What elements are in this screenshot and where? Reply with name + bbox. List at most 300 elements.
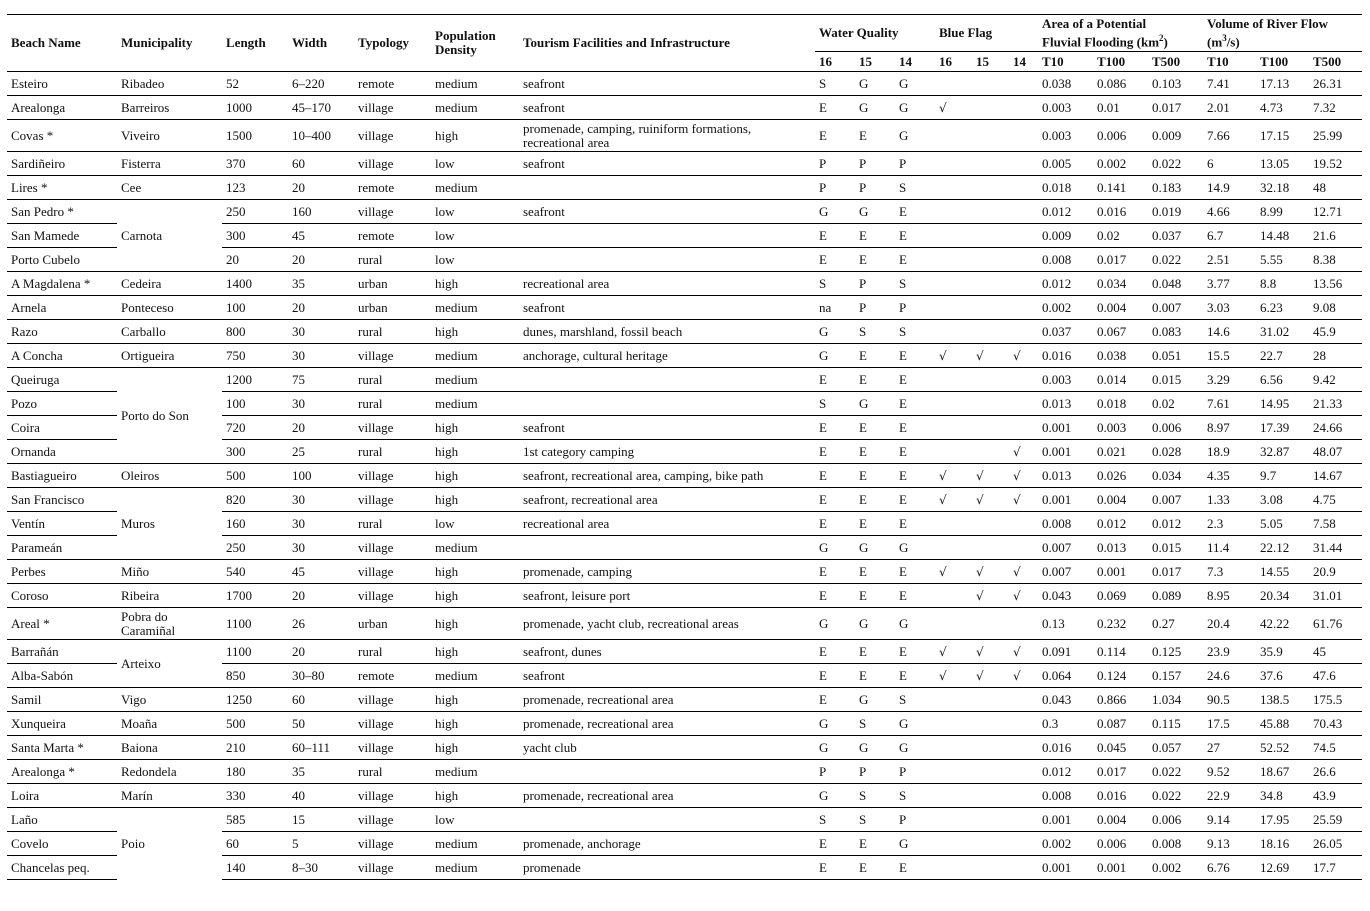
river-flow-cell: 8.38: [1309, 248, 1362, 272]
header-water-quality: Water Quality: [815, 15, 935, 52]
population-density-cell: high: [431, 120, 519, 152]
water-quality-cell: G: [815, 320, 855, 344]
width-cell: 20: [288, 176, 354, 200]
river-flow-cell: 26.31: [1309, 72, 1362, 96]
river-flow-cell: 8.99: [1256, 200, 1309, 224]
table-row: [7, 200, 1362, 224]
water-quality-cell: E: [815, 688, 855, 712]
blue-flag-cell: [1009, 832, 1038, 856]
water-quality-cell: G: [895, 96, 935, 120]
length-cell: 300: [222, 224, 288, 248]
river-flow-cell: 9.42: [1309, 368, 1362, 392]
typology-cell: remote: [354, 176, 431, 200]
water-quality-cell: E: [895, 664, 935, 688]
blue-flag-cell: √: [972, 560, 1009, 584]
water-quality-cell: E: [895, 488, 935, 512]
municipality-cell: Miño: [117, 560, 222, 584]
water-quality-cell: E: [895, 560, 935, 584]
flood-area-cell: 0.018: [1093, 392, 1148, 416]
river-flow-cell: 8.95: [1203, 584, 1256, 608]
flood-area-cell: 0.27: [1148, 608, 1203, 640]
population-density-cell: medium: [431, 368, 519, 392]
blue-flag-cell: [935, 760, 972, 784]
blue-flag-cell: [935, 736, 972, 760]
table-row: [7, 320, 1362, 344]
flood-area-cell: 0.021: [1093, 440, 1148, 464]
municipality-cell: Vigo: [117, 688, 222, 712]
river-flow-cell: 14.67: [1309, 464, 1362, 488]
typology-cell: village: [354, 464, 431, 488]
length-cell: 1200: [222, 368, 288, 392]
river-flow-cell: 2.01: [1203, 96, 1256, 120]
width-cell: 60: [288, 688, 354, 712]
blue-flag-cell: [972, 120, 1009, 152]
water-quality-cell: E: [895, 416, 935, 440]
flood-area-cell: 0.051: [1148, 344, 1203, 368]
water-quality-cell: S: [815, 392, 855, 416]
beach-name-cell: Razo: [7, 320, 117, 344]
typology-cell: village: [354, 856, 431, 880]
water-quality-cell: E: [855, 464, 895, 488]
water-quality-cell: E: [815, 96, 855, 120]
width-cell: 30: [288, 392, 354, 416]
flood-area-cell: 0.018: [1038, 176, 1093, 200]
water-quality-cell: E: [895, 512, 935, 536]
population-density-cell: high: [431, 736, 519, 760]
flood-area-cell: 0.114: [1093, 640, 1148, 664]
length-cell: 820: [222, 488, 288, 512]
blue-flag-cell: [935, 688, 972, 712]
blue-flag-cell: √: [1009, 560, 1038, 584]
water-quality-cell: S: [895, 320, 935, 344]
table-row: [7, 368, 1362, 392]
municipality-cell: Poio: [117, 808, 222, 880]
water-quality-cell: E: [815, 368, 855, 392]
river-flow-cell: 7.3: [1203, 560, 1256, 584]
water-quality-cell: E: [895, 640, 935, 664]
flood-area-cell: 0.013: [1038, 464, 1093, 488]
flood-area-cell: 0.009: [1038, 224, 1093, 248]
flood-area-cell: 0.089: [1148, 584, 1203, 608]
tourism-cell: promenade, camping: [519, 560, 815, 584]
blue-flag-cell: √: [1009, 440, 1038, 464]
tourism-cell: [519, 808, 815, 832]
population-density-cell: high: [431, 560, 519, 584]
water-quality-cell: G: [855, 200, 895, 224]
beach-name-cell: San Pedro *: [7, 200, 117, 224]
flood-area-cell: 0.019: [1148, 200, 1203, 224]
blue-flag-cell: [1009, 224, 1038, 248]
blue-flag-cell: [1009, 72, 1038, 96]
water-quality-cell: E: [895, 248, 935, 272]
blue-flag-cell: [1009, 856, 1038, 880]
flood-area-line2: Fluvial Flooding (km: [1042, 34, 1160, 50]
blue-flag-cell: [972, 272, 1009, 296]
flood-area-cell: 0.002: [1148, 856, 1203, 880]
river-flow-cell: 6.23: [1256, 296, 1309, 320]
flood-area-cell: 0.016: [1038, 344, 1093, 368]
river-flow-cell: 14.95: [1256, 392, 1309, 416]
tourism-cell: promenade, yacht club, recreational areas: [519, 608, 815, 640]
population-density-cell: medium: [431, 832, 519, 856]
blue-flag-cell: [935, 320, 972, 344]
water-quality-cell: G: [895, 736, 935, 760]
river-flow-cell: 28: [1309, 344, 1362, 368]
blue-flag-cell: [972, 440, 1009, 464]
population-density-cell: high: [431, 440, 519, 464]
beach-name-cell: San Francisco: [7, 488, 117, 512]
blue-flag-cell: [972, 296, 1009, 320]
flood-area-cell: 0.037: [1148, 224, 1203, 248]
blue-flag-cell: [1009, 200, 1038, 224]
blue-flag-cell: [1009, 296, 1038, 320]
river-flow-cell: 74.5: [1309, 736, 1362, 760]
water-quality-cell: P: [895, 152, 935, 176]
water-quality-cell: E: [815, 120, 855, 152]
beach-name-cell: Covas *: [7, 120, 117, 152]
typology-cell: village: [354, 736, 431, 760]
population-density-cell: high: [431, 272, 519, 296]
tourism-cell: [519, 248, 815, 272]
beach-name-cell: Coira: [7, 416, 117, 440]
municipality-cell: Oleiros: [117, 464, 222, 488]
header-width: Width: [288, 15, 354, 72]
tourism-cell: [519, 224, 815, 248]
width-cell: 20: [288, 416, 354, 440]
water-quality-cell: E: [855, 640, 895, 664]
river-flow-tail: /s): [1226, 34, 1240, 50]
blue-flag-cell: [935, 856, 972, 880]
beach-name-cell: Perbes: [7, 560, 117, 584]
population-density-cell: medium: [431, 176, 519, 200]
flood-area-cell: 0.002: [1038, 296, 1093, 320]
beach-name-cell: Bastiagueiro: [7, 464, 117, 488]
beach-name-cell: Parameán: [7, 536, 117, 560]
length-cell: 370: [222, 152, 288, 176]
blue-flag-cell: [935, 808, 972, 832]
flood-area-cell: 0.022: [1148, 760, 1203, 784]
water-quality-cell: E: [815, 416, 855, 440]
water-quality-cell: G: [895, 712, 935, 736]
river-flow-cell: 24.66: [1309, 416, 1362, 440]
flood-area-cell: 0.015: [1148, 536, 1203, 560]
water-quality-cell: E: [855, 440, 895, 464]
fa-period-t10: T10: [1038, 52, 1093, 72]
river-flow-sup: 3: [1222, 32, 1227, 43]
water-quality-cell: E: [855, 584, 895, 608]
flood-area-cell: 0.028: [1148, 440, 1203, 464]
width-cell: 20: [288, 296, 354, 320]
flood-area-cell: 0.003: [1038, 368, 1093, 392]
flood-area-cell: 0.003: [1038, 120, 1093, 152]
flood-area-cell: 0.001: [1038, 856, 1093, 880]
water-quality-cell: S: [855, 712, 895, 736]
flood-area-cell: 0.016: [1093, 200, 1148, 224]
flood-area-cell: 0.001: [1093, 560, 1148, 584]
header-length: Length: [222, 15, 288, 72]
tourism-cell: seafront, leisure port: [519, 584, 815, 608]
municipality-cell: Arteixo: [117, 640, 222, 688]
river-flow-cell: 45.9: [1309, 320, 1362, 344]
tourism-cell: seafront: [519, 664, 815, 688]
tourism-cell: promenade, anchorage: [519, 832, 815, 856]
river-flow-cell: 14.9: [1203, 176, 1256, 200]
width-cell: 20: [288, 584, 354, 608]
flood-area-cell: 0.125: [1148, 640, 1203, 664]
table-row: [7, 760, 1362, 784]
length-cell: 250: [222, 200, 288, 224]
table-row: [7, 344, 1362, 368]
river-flow-cell: 3.08: [1256, 488, 1309, 512]
blue-flag-cell: √: [935, 464, 972, 488]
beach-name-cell: A Magdalena *: [7, 272, 117, 296]
flood-area-cell: 0.022: [1148, 248, 1203, 272]
tourism-cell: promenade, recreational area: [519, 784, 815, 808]
length-cell: 800: [222, 320, 288, 344]
river-flow-cell: 48: [1309, 176, 1362, 200]
rf-period-t100: T100: [1256, 52, 1309, 72]
flood-area-cell: 0.013: [1093, 536, 1148, 560]
blue-flag-cell: [935, 248, 972, 272]
water-quality-cell: S: [855, 808, 895, 832]
population-density-cell: high: [431, 416, 519, 440]
tourism-cell: promenade: [519, 856, 815, 880]
river-flow-cell: 138.5: [1256, 688, 1309, 712]
typology-cell: urban: [354, 608, 431, 640]
population-density-cell: medium: [431, 392, 519, 416]
flood-area-cell: 0.008: [1038, 512, 1093, 536]
table-body: [7, 72, 1362, 880]
population-density-cell: high: [431, 608, 519, 640]
blue-flag-cell: √: [935, 560, 972, 584]
tourism-cell: [519, 176, 815, 200]
river-flow-cell: 6.76: [1203, 856, 1256, 880]
flood-area-cell: 0.022: [1148, 784, 1203, 808]
blue-flag-cell: [972, 608, 1009, 640]
population-density-cell: low: [431, 808, 519, 832]
blue-flag-cell: [1009, 736, 1038, 760]
river-flow-cell: 45.88: [1256, 712, 1309, 736]
river-flow-cell: 2.51: [1203, 248, 1256, 272]
table-row: [7, 736, 1362, 760]
width-cell: 10–400: [288, 120, 354, 152]
flood-area-cell: 0.048: [1148, 272, 1203, 296]
width-cell: 5: [288, 832, 354, 856]
water-quality-cell: P: [855, 152, 895, 176]
length-cell: 1400: [222, 272, 288, 296]
flood-area-cell: 0.008: [1038, 248, 1093, 272]
length-cell: 750: [222, 344, 288, 368]
tourism-cell: seafront: [519, 200, 815, 224]
river-flow-cell: 175.5: [1309, 688, 1362, 712]
rf-period-t10: T10: [1203, 52, 1256, 72]
typology-cell: village: [354, 832, 431, 856]
water-quality-cell: E: [895, 856, 935, 880]
water-quality-cell: G: [855, 96, 895, 120]
flood-area-cell: 0.034: [1093, 272, 1148, 296]
blue-flag-cell: [1009, 392, 1038, 416]
flood-area-cell: 0.005: [1038, 152, 1093, 176]
typology-cell: village: [354, 560, 431, 584]
water-quality-cell: G: [815, 712, 855, 736]
municipality-cell: Marín: [117, 784, 222, 808]
beach-name-cell: Ornanda: [7, 440, 117, 464]
blue-flag-cell: [935, 296, 972, 320]
length-cell: 210: [222, 736, 288, 760]
width-cell: 30–80: [288, 664, 354, 688]
population-density-cell: high: [431, 464, 519, 488]
blue-flag-cell: [1009, 272, 1038, 296]
width-cell: 160: [288, 200, 354, 224]
river-flow-cell: 20.4: [1203, 608, 1256, 640]
blue-flag-cell: √: [972, 344, 1009, 368]
water-quality-cell: E: [895, 200, 935, 224]
length-cell: 500: [222, 712, 288, 736]
population-density-cell: high: [431, 640, 519, 664]
blue-flag-cell: [1009, 120, 1038, 152]
table-row: [7, 560, 1362, 584]
beach-name-cell: Alba-Sabón: [7, 664, 117, 688]
river-flow-cell: 70.43: [1309, 712, 1362, 736]
flood-area-cell: 0.007: [1038, 560, 1093, 584]
blue-flag-cell: √: [972, 640, 1009, 664]
flood-area-cell: 0.004: [1093, 296, 1148, 320]
river-flow-cell: 61.76: [1309, 608, 1362, 640]
flood-area-cell: 0.008: [1038, 784, 1093, 808]
tourism-cell: anchorage, cultural heritage: [519, 344, 815, 368]
typology-cell: remote: [354, 72, 431, 96]
water-quality-cell: E: [895, 344, 935, 368]
flood-area-cell: 0.007: [1148, 296, 1203, 320]
population-density-cell: high: [431, 784, 519, 808]
river-flow-cell: 17.5: [1203, 712, 1256, 736]
beach-table-container: [7, 14, 1362, 880]
table-row: [7, 272, 1362, 296]
tourism-cell: [519, 536, 815, 560]
river-flow-cell: 35.9: [1256, 640, 1309, 664]
width-cell: 60: [288, 152, 354, 176]
water-quality-cell: E: [855, 120, 895, 152]
typology-cell: village: [354, 488, 431, 512]
flood-area-cell: 0.045: [1093, 736, 1148, 760]
width-cell: 45–170: [288, 96, 354, 120]
flood-area-cell: 1.034: [1148, 688, 1203, 712]
table-row: [7, 176, 1362, 200]
river-flow-cell: 24.6: [1203, 664, 1256, 688]
blue-flag-cell: [935, 152, 972, 176]
river-flow-cell: 18.67: [1256, 760, 1309, 784]
flood-area-cell: 0.026: [1093, 464, 1148, 488]
water-quality-cell: E: [855, 224, 895, 248]
tourism-cell: promenade, recreational area: [519, 712, 815, 736]
river-flow-cell: 13.05: [1256, 152, 1309, 176]
tourism-cell: seafront: [519, 72, 815, 96]
blue-flag-cell: [1009, 712, 1038, 736]
width-cell: 8–30: [288, 856, 354, 880]
width-cell: 50: [288, 712, 354, 736]
flood-area-cell: 0.866: [1093, 688, 1148, 712]
tourism-cell: promenade, recreational area: [519, 688, 815, 712]
water-quality-cell: S: [895, 784, 935, 808]
blue-flag-cell: [935, 200, 972, 224]
blue-flag-cell: [935, 536, 972, 560]
river-flow-cell: 9.52: [1203, 760, 1256, 784]
water-quality-cell: E: [895, 368, 935, 392]
rf-period-t500: T500: [1309, 52, 1362, 72]
flood-area-cell: 0.037: [1038, 320, 1093, 344]
river-flow-cell: 22.7: [1256, 344, 1309, 368]
population-density-cell: medium: [431, 664, 519, 688]
beach-name-cell: Laño: [7, 808, 117, 832]
blue-flag-cell: √: [1009, 488, 1038, 512]
blue-flag-cell: [972, 512, 1009, 536]
water-quality-cell: E: [855, 416, 895, 440]
blue-flag-cell: [935, 712, 972, 736]
population-density-cell: low: [431, 512, 519, 536]
typology-cell: village: [354, 120, 431, 152]
water-quality-cell: P: [855, 272, 895, 296]
blue-flag-cell: [935, 392, 972, 416]
blue-flag-cell: [1009, 416, 1038, 440]
width-cell: 6–220: [288, 72, 354, 96]
water-quality-cell: G: [815, 344, 855, 368]
flood-area-cell: 0.001: [1038, 808, 1093, 832]
water-quality-cell: S: [895, 688, 935, 712]
blue-flag-cell: [972, 96, 1009, 120]
river-flow-cell: 5.05: [1256, 512, 1309, 536]
municipality-cell: Ribadeo: [117, 72, 222, 96]
beach-name-cell: Samil: [7, 688, 117, 712]
water-quality-cell: P: [895, 296, 935, 320]
river-flow-cell: 31.01: [1309, 584, 1362, 608]
water-quality-cell: G: [815, 784, 855, 808]
flood-area-cell: 0.012: [1038, 272, 1093, 296]
typology-cell: village: [354, 344, 431, 368]
typology-cell: urban: [354, 296, 431, 320]
river-flow-cell: 7.58: [1309, 512, 1362, 536]
table-row: [7, 72, 1362, 96]
river-flow-cell: 14.48: [1256, 224, 1309, 248]
water-quality-cell: P: [895, 760, 935, 784]
blue-flag-cell: [1009, 784, 1038, 808]
blue-flag-cell: [1009, 512, 1038, 536]
beach-name-cell: Arnela: [7, 296, 117, 320]
river-flow-cell: 27: [1203, 736, 1256, 760]
beach-name-cell: Arealonga: [7, 96, 117, 120]
blue-flag-cell: [935, 440, 972, 464]
length-cell: 20: [222, 248, 288, 272]
water-quality-cell: S: [815, 72, 855, 96]
flood-area-cell: 0.017: [1148, 96, 1203, 120]
blue-flag-cell: [935, 416, 972, 440]
beach-name-cell: San Mamede: [7, 224, 117, 248]
length-cell: 1700: [222, 584, 288, 608]
flood-area-cell: 0.091: [1038, 640, 1093, 664]
river-flow-cell: 47.6: [1309, 664, 1362, 688]
river-flow-line2: (m: [1207, 34, 1223, 50]
beach-name-cell: Coroso: [7, 584, 117, 608]
width-cell: 40: [288, 784, 354, 808]
blue-flag-cell: √: [935, 488, 972, 512]
population-density-cell: high: [431, 688, 519, 712]
municipality-cell: Moaña: [117, 712, 222, 736]
length-cell: 720: [222, 416, 288, 440]
flood-area-cell: 0.017: [1148, 560, 1203, 584]
water-quality-cell: E: [815, 440, 855, 464]
flood-area-cell: 0.001: [1038, 488, 1093, 512]
water-quality-cell: G: [815, 200, 855, 224]
river-flow-cell: 8.8: [1256, 272, 1309, 296]
